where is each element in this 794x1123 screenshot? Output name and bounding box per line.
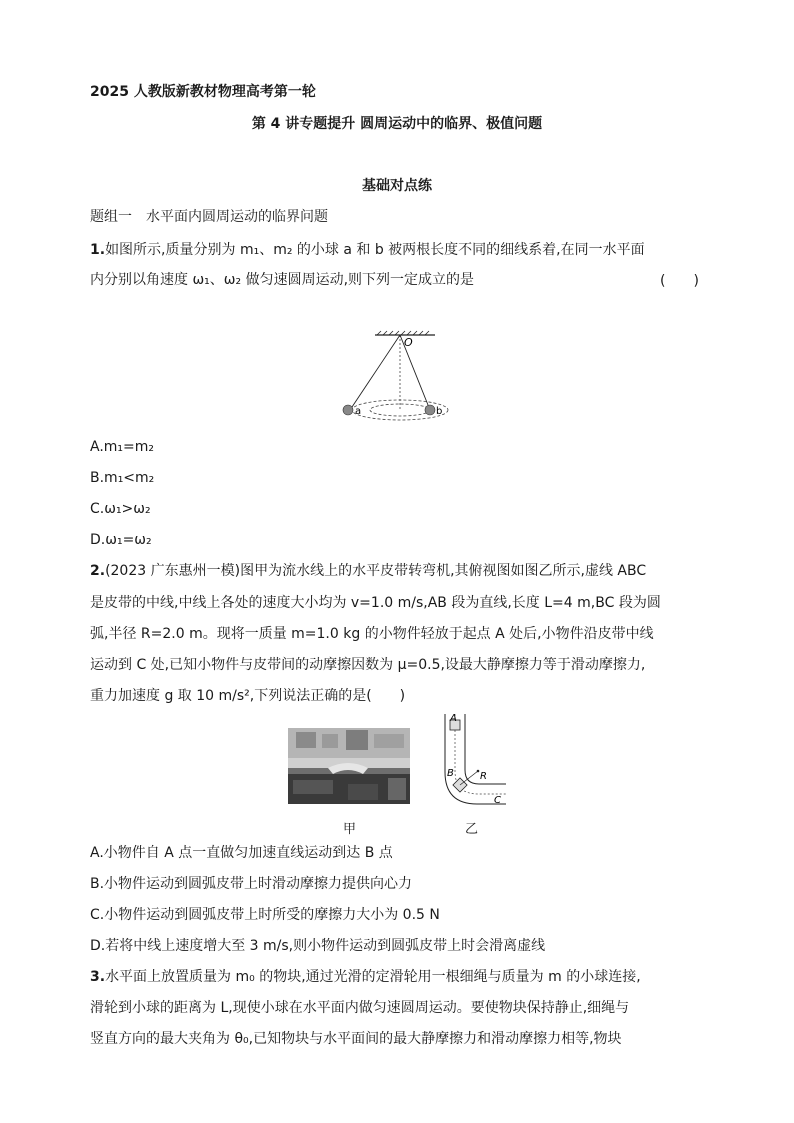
q2-line1 [90, 561, 646, 581]
radius-line [460, 771, 478, 785]
q3-line2: 滑轮到小球的距离为 L,现使小球在水平面内做匀速圆周运动。要使物块保持静止,细绳与 [90, 1000, 630, 1016]
q2-photo-figure [288, 728, 410, 804]
caption-jia: 甲 [343, 822, 357, 837]
ceiling-hatch [377, 331, 429, 335]
label-o: O [404, 336, 413, 349]
label-a: a [355, 406, 362, 417]
string-a [350, 335, 400, 410]
q3-line3: 竖直方向的最大夹角为 θ₀,已知物块与水平面间的最大静摩擦力和滑动摩擦力相等,物块 [90, 1031, 622, 1047]
q3-line1 [90, 967, 641, 987]
q1-text1: 如图所示,质量分别为 m₁、m₂ 的小球 a 和 b 被两根长度不同的细线系着,在同一水平面 [105, 242, 645, 258]
q1-option-b[interactable]: B.m₁<m₂ [90, 470, 155, 486]
label-B: B [447, 768, 454, 779]
q2-number: 2. [90, 563, 106, 579]
label-b: b [436, 406, 443, 417]
group-title: 题组一 水平面内圆周运动的临界问题 [90, 209, 328, 225]
q2-line5: 重力加速度 g 取 10 m/s²,下列说法正确的是( ) [90, 688, 406, 704]
q1-line2: 内分别以角速度 ω₁、ω₂ 做匀速圆周运动,则下列一定成立的是 [90, 272, 475, 288]
series-title: 2025 人教版新教材物理高考第一轮 [90, 84, 316, 100]
lecture-title: 第 4 讲专题提升 圆周运动中的临界、极值问题 [251, 116, 543, 132]
label-C: C [494, 795, 501, 806]
ball-b [425, 405, 435, 415]
q2-line2: 是皮带的中线,中线上各处的速度大小均为 v=1.0 m/s,AB 段为直线,长度 L=4 m,BC 段为圆 [90, 595, 661, 611]
q3-text1: 水平面上放置质量为 m₀ 的物块,通过光滑的定滑轮用一根细绳与质量为 m 的小球连接, [105, 969, 641, 985]
q2-option-c[interactable]: C.小物件运动到圆弧皮带上时所受的摩擦力大小为 0.5 N [90, 907, 440, 923]
q1-option-d[interactable]: D.ω₁=ω₂ [90, 532, 152, 548]
q1-answer-paren: ( ) [660, 273, 699, 289]
q1-option-c[interactable]: C.ω₁>ω₂ [90, 501, 151, 517]
ball-a [343, 405, 353, 415]
q1-number: 1. [90, 242, 106, 258]
q2-option-b[interactable]: B.小物件运动到圆弧皮带上时滑动摩擦力提供向心力 [90, 876, 413, 892]
caption-yi: 乙 [465, 822, 479, 837]
label-R: R [480, 771, 487, 782]
q2-belt-diagram [440, 712, 510, 810]
q2-option-a[interactable]: A.小物件自 A 点一直做匀加速直线运动到达 B 点 [90, 845, 393, 861]
q3-number: 3. [90, 969, 106, 985]
label-A: A [450, 713, 457, 724]
q2-text1: (2023 广东惠州一模)图甲为流水线上的水平皮带转弯机,其俯视图如图乙所示,虚线 ABC [105, 563, 647, 579]
q2-option-d[interactable]: D.若将中线上速度增大至 3 m/s,则小物件运动到圆弧皮带上时会滑离虚线 [90, 938, 546, 954]
q1-option-a[interactable]: A.m₁=m₂ [90, 439, 155, 455]
q1-line1 [90, 240, 645, 260]
arc-center [477, 770, 480, 773]
q1-pendulum-figure [330, 330, 490, 425]
q2-line3: 弧,半径 R=2.0 m。现将一质量 m=1.0 kg 的小物件轻放于起点 A 处后,小物件沿皮带中线 [90, 626, 654, 642]
q2-line4: 运动到 C 处,已知小物件与皮带间的动摩擦因数为 μ=0.5,设最大静摩擦力等于滑动摩擦力, [90, 657, 646, 673]
section-title: 基础对点练 [362, 178, 432, 194]
